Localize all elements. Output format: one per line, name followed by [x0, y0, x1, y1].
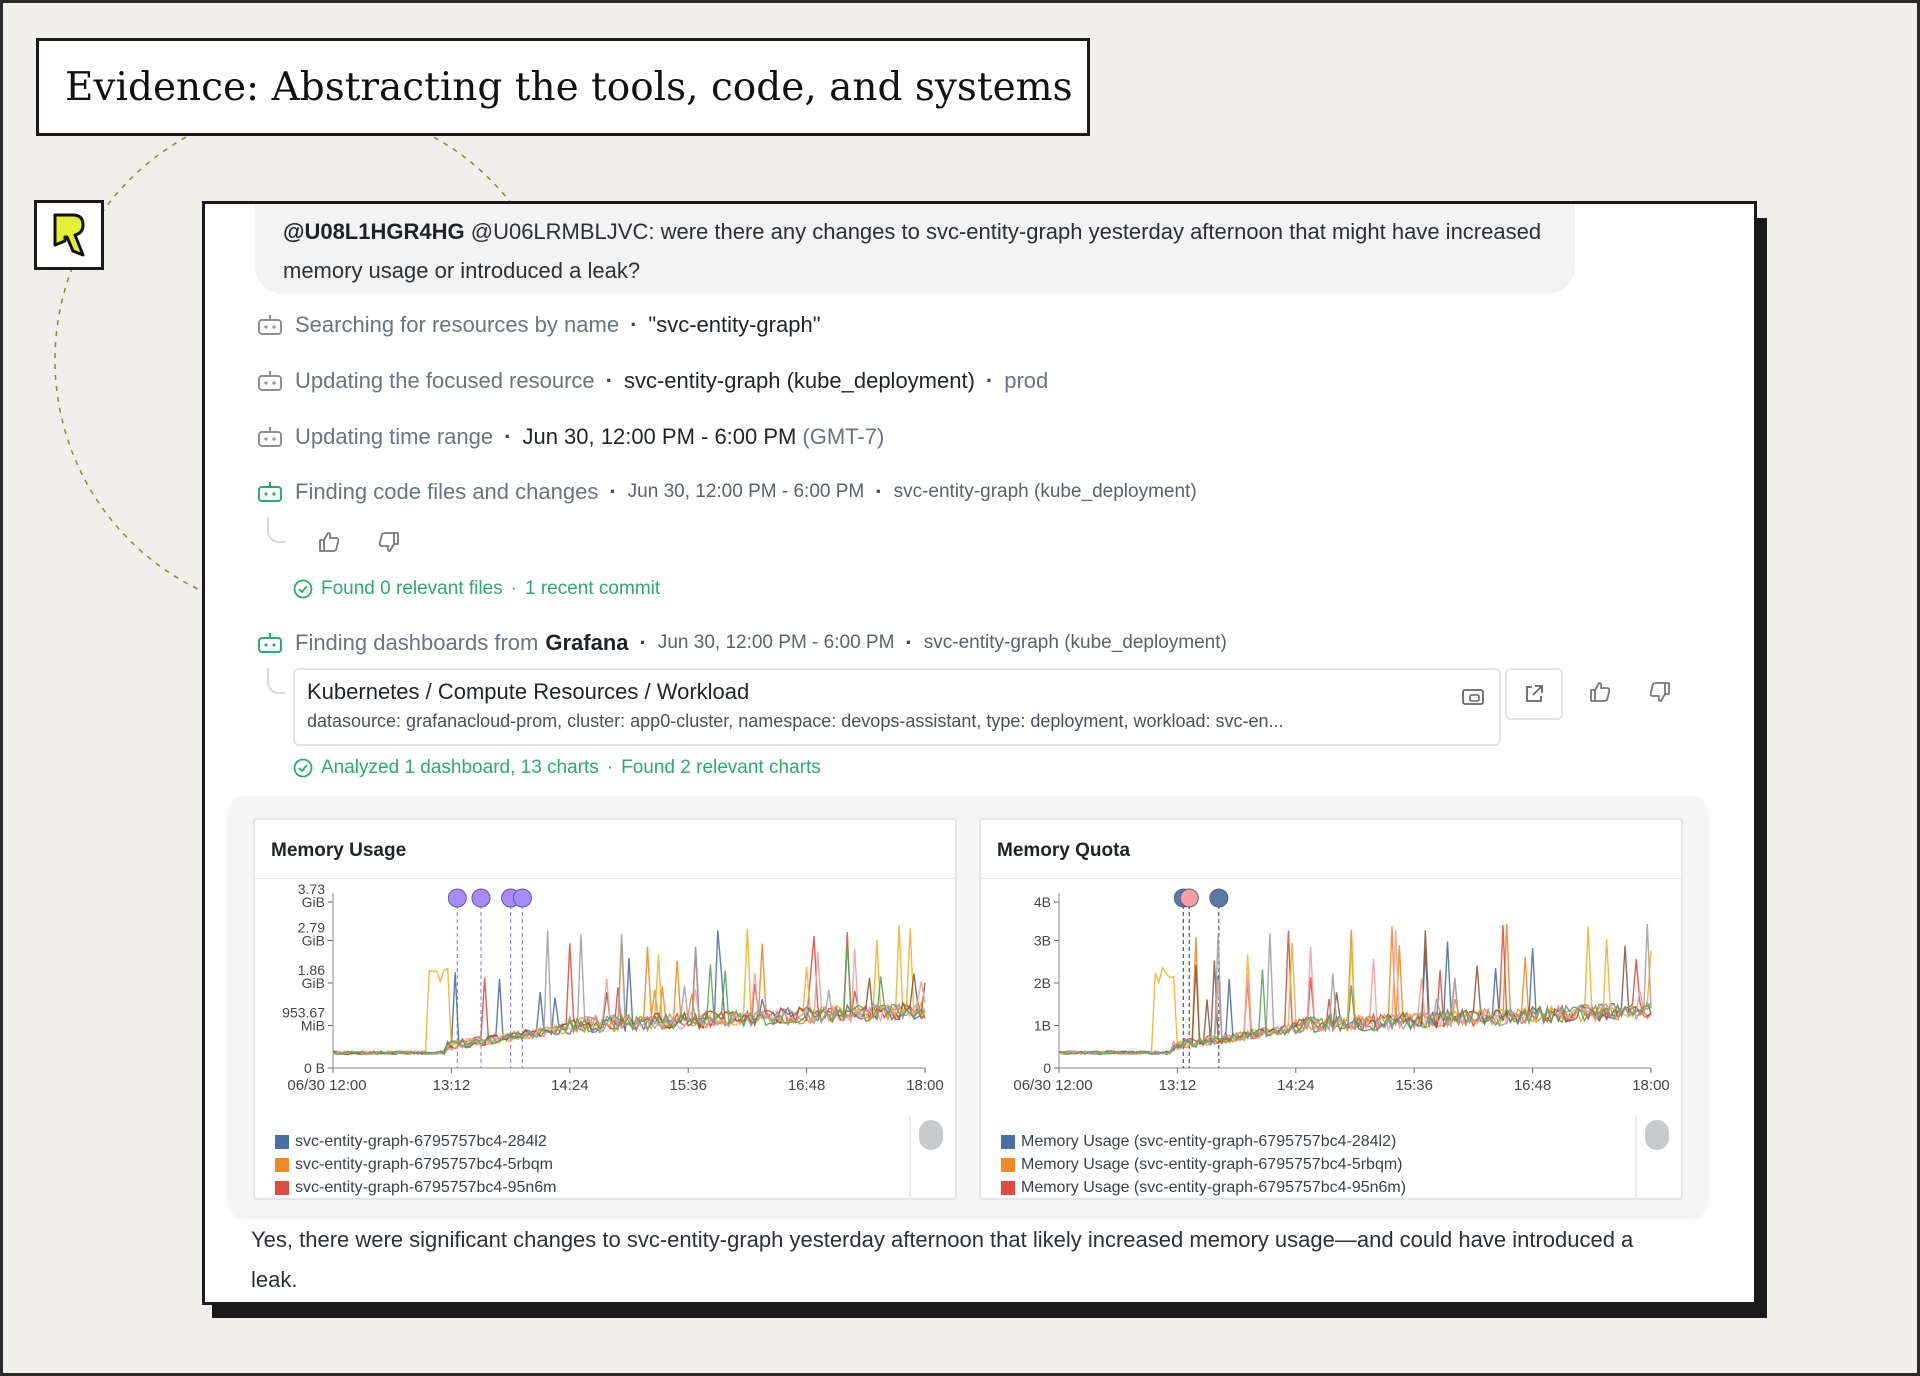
series-line — [333, 925, 925, 1054]
y-tick-label: 4B — [1033, 894, 1051, 910]
legend-item[interactable] — [275, 1130, 895, 1153]
legend-swatch — [1001, 1135, 1015, 1149]
y-tick-label: GiB — [301, 975, 325, 991]
x-tick-label: 15:36 — [669, 1077, 707, 1094]
thread-branch — [267, 668, 285, 694]
series-line — [1059, 924, 1651, 1054]
y-tick-label: 953.67 — [282, 1004, 325, 1021]
step-find-dashboards: Finding dashboards from Grafana · Jun 30, 12:00 PM - 6:00 PM · svc-entity-graph (kube_deployment) — [257, 630, 1227, 656]
step-value: Jun 30, 12:00 PM - 6:00 PM — [522, 424, 797, 449]
dashboard-card[interactable] — [293, 668, 1501, 746]
x-tick-label: 15:36 — [1395, 1077, 1433, 1094]
step-label: Finding dashboards from — [295, 630, 539, 655]
robot-icon — [257, 370, 283, 392]
series-line — [1059, 925, 1651, 1054]
check-circle-icon — [293, 758, 313, 778]
copy-icon[interactable] — [1461, 686, 1485, 708]
annotation-marker — [472, 889, 490, 907]
user-message — [255, 201, 1575, 294]
step-extra: prod — [1004, 368, 1049, 393]
annotation-marker — [1210, 889, 1228, 907]
legend-swatch — [275, 1181, 289, 1195]
legend-item[interactable] — [1001, 1176, 1621, 1199]
legend-scrollbar[interactable] — [1635, 1116, 1671, 1200]
x-tick-label: 06/30 12:00 — [287, 1077, 367, 1094]
y-tick-label: 3.73 — [297, 881, 325, 897]
series-line — [1059, 924, 1651, 1054]
y-tick-label: GiB — [301, 894, 325, 910]
thread-branch — [267, 517, 285, 543]
x-tick-label: 16:48 — [787, 1077, 826, 1094]
step-value: "svc-entity-graph" — [648, 312, 821, 337]
x-tick-label: 18:00 — [906, 1077, 944, 1094]
mention-user-a[interactable]: @U08L1HGR4HG — [283, 219, 465, 244]
legend-label: svc-entity-graph-6795757bc4-284l2 — [295, 1132, 547, 1150]
legend-swatch — [1001, 1158, 1015, 1172]
x-tick-label: 18:00 — [1632, 1077, 1670, 1094]
step-label: Updating time range — [295, 424, 494, 449]
series-line — [1059, 942, 1651, 1055]
y-tick-label: GiB — [301, 932, 325, 949]
step-label: Updating the focused resource — [295, 368, 595, 393]
annotation-marker — [448, 889, 466, 907]
legend-scrollbar[interactable] — [909, 1116, 945, 1200]
memory-usage-chart[interactable] — [253, 818, 957, 1200]
thumbs-down-icon[interactable] — [1647, 679, 1673, 705]
y-tick-label: 2B — [1033, 975, 1051, 991]
robot-icon — [257, 426, 283, 448]
legend-swatch — [275, 1135, 289, 1149]
legend-label: svc-entity-graph-6795757bc4-95n6m — [295, 1178, 557, 1196]
thumbs-up-icon[interactable] — [316, 529, 342, 555]
series-line — [1059, 930, 1651, 1055]
check-circle-icon — [293, 579, 313, 599]
open-external-button[interactable] — [1505, 668, 1563, 720]
annotation-marker — [1180, 889, 1198, 907]
dashboard-subtitle: datasource: grafanacloud-prom, cluster: app0-cluster, namespace: devops-assistant, type: deployment, workload: svc-en... — [307, 711, 1284, 731]
y-tick-label: 3B — [1033, 932, 1051, 949]
dashboard-search-result: Analyzed 1 dashboard, 13 charts · Found 2 relevant charts — [293, 757, 821, 779]
legend-label: Memory Usage (svc-entity-graph-6795757bc4-95n6m) — [1021, 1178, 1407, 1196]
dashboard-title: Kubernetes / Compute Resources / Workload — [307, 679, 750, 704]
step-label: Searching for resources by name — [295, 312, 620, 337]
message-text: were there any changes to svc-entity-graph yesterday afternoon that might have increased memory usage or introduced a leak? — [283, 219, 1542, 283]
scrollbar-thumb[interactable] — [1645, 1120, 1669, 1150]
x-tick-label: 06/30 12:00 — [1013, 1077, 1093, 1094]
x-tick-label: 14:24 — [1277, 1077, 1315, 1094]
charts-panel — [229, 796, 1707, 1216]
step-range: Jun 30, 12:00 PM - 6:00 PM — [657, 632, 895, 653]
y-tick-label: 0 B — [303, 1060, 325, 1076]
x-tick-label: 14:24 — [551, 1077, 589, 1094]
legend-item[interactable] — [1001, 1130, 1621, 1153]
logo — [34, 200, 104, 270]
legend-swatch — [1001, 1181, 1015, 1195]
legend-label: Memory Usage (svc-entity-graph-6795757bc4-284l2) — [1021, 1132, 1397, 1150]
step-find-code-files: Finding code files and changes · Jun 30, 12:00 PM - 6:00 PM · svc-entity-graph (kube_deployment) — [257, 479, 1197, 505]
series-line — [1059, 927, 1651, 1055]
files-found: Found 0 relevant files — [321, 578, 503, 599]
chart-plot[interactable] — [981, 878, 1683, 1118]
series-line — [333, 932, 925, 1054]
chart-legend — [275, 1130, 895, 1199]
step-update-time-range: Updating time range · Jun 30, 12:00 PM - 6:00 PM (GMT-7) — [257, 424, 884, 450]
y-tick-label: 1B — [1033, 1017, 1051, 1034]
thumbs-up-icon[interactable] — [1587, 679, 1613, 705]
step-resource: svc-entity-graph (kube_deployment) — [893, 481, 1197, 502]
series-line — [333, 931, 925, 1055]
step-extra: (GMT-7) — [802, 424, 885, 449]
assistant-answer: Yes, there were significant changes to svc-entity-graph yesterday afternoon that likely increased memory usage—and could have introduced a leak. — [251, 1227, 1634, 1292]
conversation-card — [202, 201, 1757, 1305]
legend-label: Memory Usage (svc-entity-graph-6795757bc4-5rbqm) — [1021, 1155, 1403, 1173]
annotation-marker — [513, 889, 531, 907]
x-tick-label: 13:12 — [1158, 1077, 1197, 1094]
code-search-result: Found 0 relevant files · 1 recent commit — [293, 578, 660, 600]
series-line — [333, 930, 925, 1054]
mention-user-b[interactable]: @U06LRMBLJVC: — [470, 219, 655, 244]
robot-icon — [257, 314, 283, 336]
chart-title: Memory Quota — [997, 840, 1131, 861]
memory-quota-chart[interactable] — [979, 818, 1683, 1200]
y-tick-label: 2.79 — [297, 919, 325, 936]
legend-item[interactable] — [275, 1176, 895, 1199]
commits-found[interactable]: 1 recent commit — [525, 578, 661, 599]
legend-item[interactable] — [275, 1153, 895, 1176]
legend-label: svc-entity-graph-6795757bc4-5rbqm — [295, 1155, 553, 1173]
step-search-resources: Searching for resources by name · "svc-entity-graph" — [257, 312, 821, 338]
page-title: Evidence: Abstracting the tools, code, and systems — [36, 38, 1090, 136]
legend-swatch — [275, 1158, 289, 1172]
robot-icon — [257, 632, 283, 654]
external-link-icon — [1522, 682, 1546, 706]
step-label: Finding code files and changes — [295, 479, 599, 504]
legend-item[interactable] — [1001, 1153, 1621, 1176]
step-range: Jun 30, 12:00 PM - 6:00 PM — [627, 481, 865, 502]
x-tick-label: 13:12 — [432, 1077, 471, 1094]
y-tick-label: 1.86 — [297, 962, 325, 978]
scrollbar-thumb[interactable] — [919, 1120, 943, 1150]
y-tick-label: MiB — [300, 1017, 325, 1034]
y-tick-label: 0 — [1043, 1060, 1051, 1076]
dashboards-analyzed: Analyzed 1 dashboard, 13 charts — [321, 757, 599, 778]
robot-icon — [257, 481, 283, 503]
x-tick-label: 16:48 — [1513, 1077, 1552, 1094]
step-update-focused-resource: Updating the focused resource · svc-entity-graph (kube_deployment) · prod — [257, 368, 1048, 394]
relevant-charts: Found 2 relevant charts — [621, 757, 821, 778]
thumbs-down-icon[interactable] — [376, 529, 402, 555]
series-line — [1059, 930, 1651, 1054]
step-resource: svc-entity-graph (kube_deployment) — [923, 632, 1227, 653]
chart-plot[interactable] — [255, 878, 957, 1118]
step-source: Grafana — [545, 630, 629, 655]
step-value: svc-entity-graph (kube_deployment) — [623, 368, 975, 393]
brand-logo-icon — [49, 211, 89, 259]
chart-legend — [1001, 1130, 1621, 1199]
chart-title: Memory Usage — [271, 840, 407, 861]
